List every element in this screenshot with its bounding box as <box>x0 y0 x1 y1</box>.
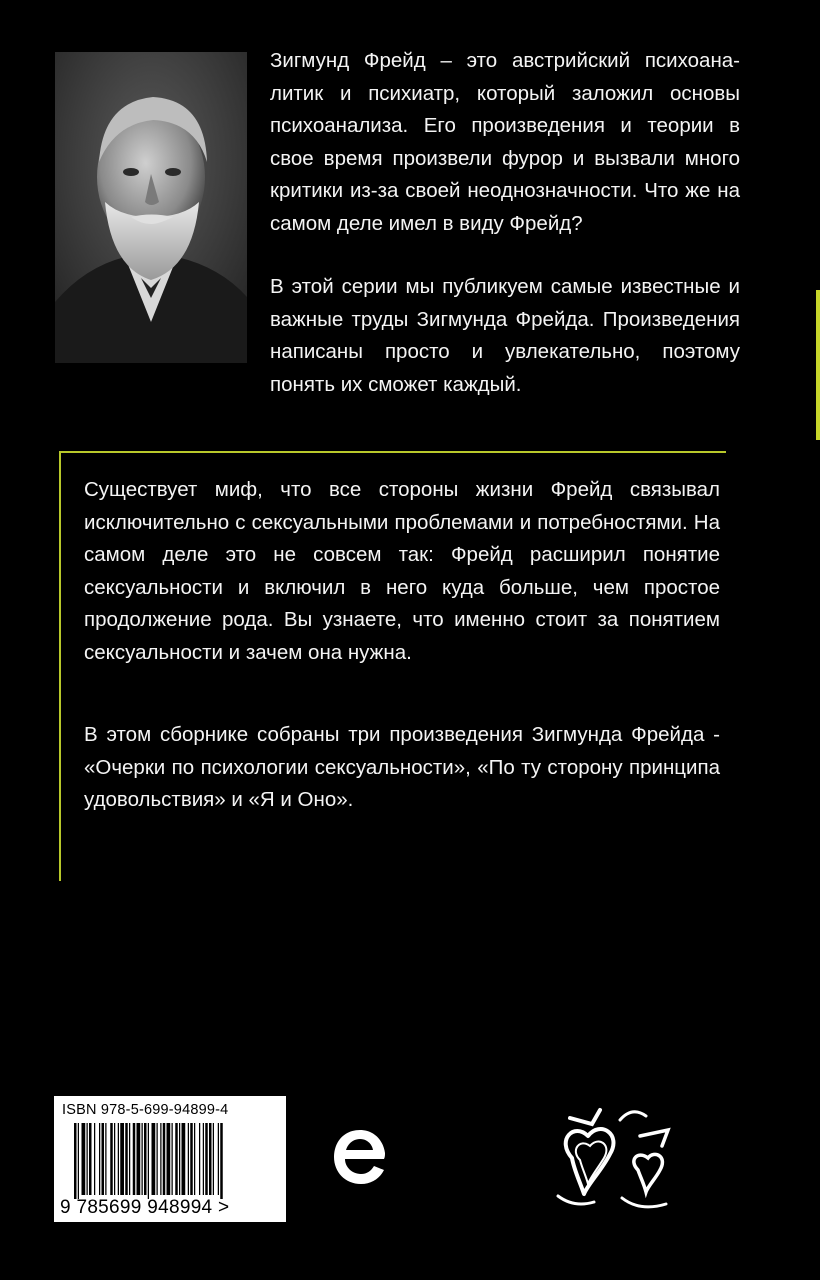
eksmo-logo-icon <box>330 1126 388 1188</box>
hearts-doodle-icon <box>540 1100 690 1220</box>
frame-left-line <box>59 451 61 881</box>
frame-top-line <box>59 451 726 453</box>
barcode-digits: 9 785699 948994 > <box>60 1197 230 1218</box>
annotation-paragraph-2: В этом сборнике собраны три произведения Зигмунда Фрейда - «Очерки по психологии сексуальности», «По ту сторону принципа удовольствия» и «Я и Оно». <box>84 723 720 811</box>
intro-paragraph-2: В этой серии мы публикуем самые известные и важные труды Зигмунда Фрейда. Произведения написаны просто и увлекательно, поэтому понять их сможет каждый. <box>270 275 740 396</box>
intro-paragraph-1: Зигмунд Фрейд – это австрийский психоаналитик и психиатр, который заложил основы психоанализа. Его произведения и теории в свое время произвели фурор и вызвали много критики из-за своей неоднозначности. Что же на самом деле имел в виду Фрейд? <box>270 49 740 235</box>
barcode-block <box>54 1096 286 1222</box>
portrait-photo-icon <box>55 52 247 363</box>
isbn-label: ISBN 978-5-699-94899-4 <box>62 1102 229 1118</box>
accent-stripe <box>816 290 820 440</box>
author-portrait <box>55 52 247 363</box>
annotation-paragraph-1: Существует миф, что все стороны жизни Фрейд связывал исключительно с сексуальными проблемами и потребностями. На самом деле это не совсем так: Фрейд расширил понятие сексуальности и включил в него куда больше, чем простое продолжение рода. Вы узнаете, что именно стоит за понятием сексуальности и зачем она нужна. <box>84 478 720 664</box>
